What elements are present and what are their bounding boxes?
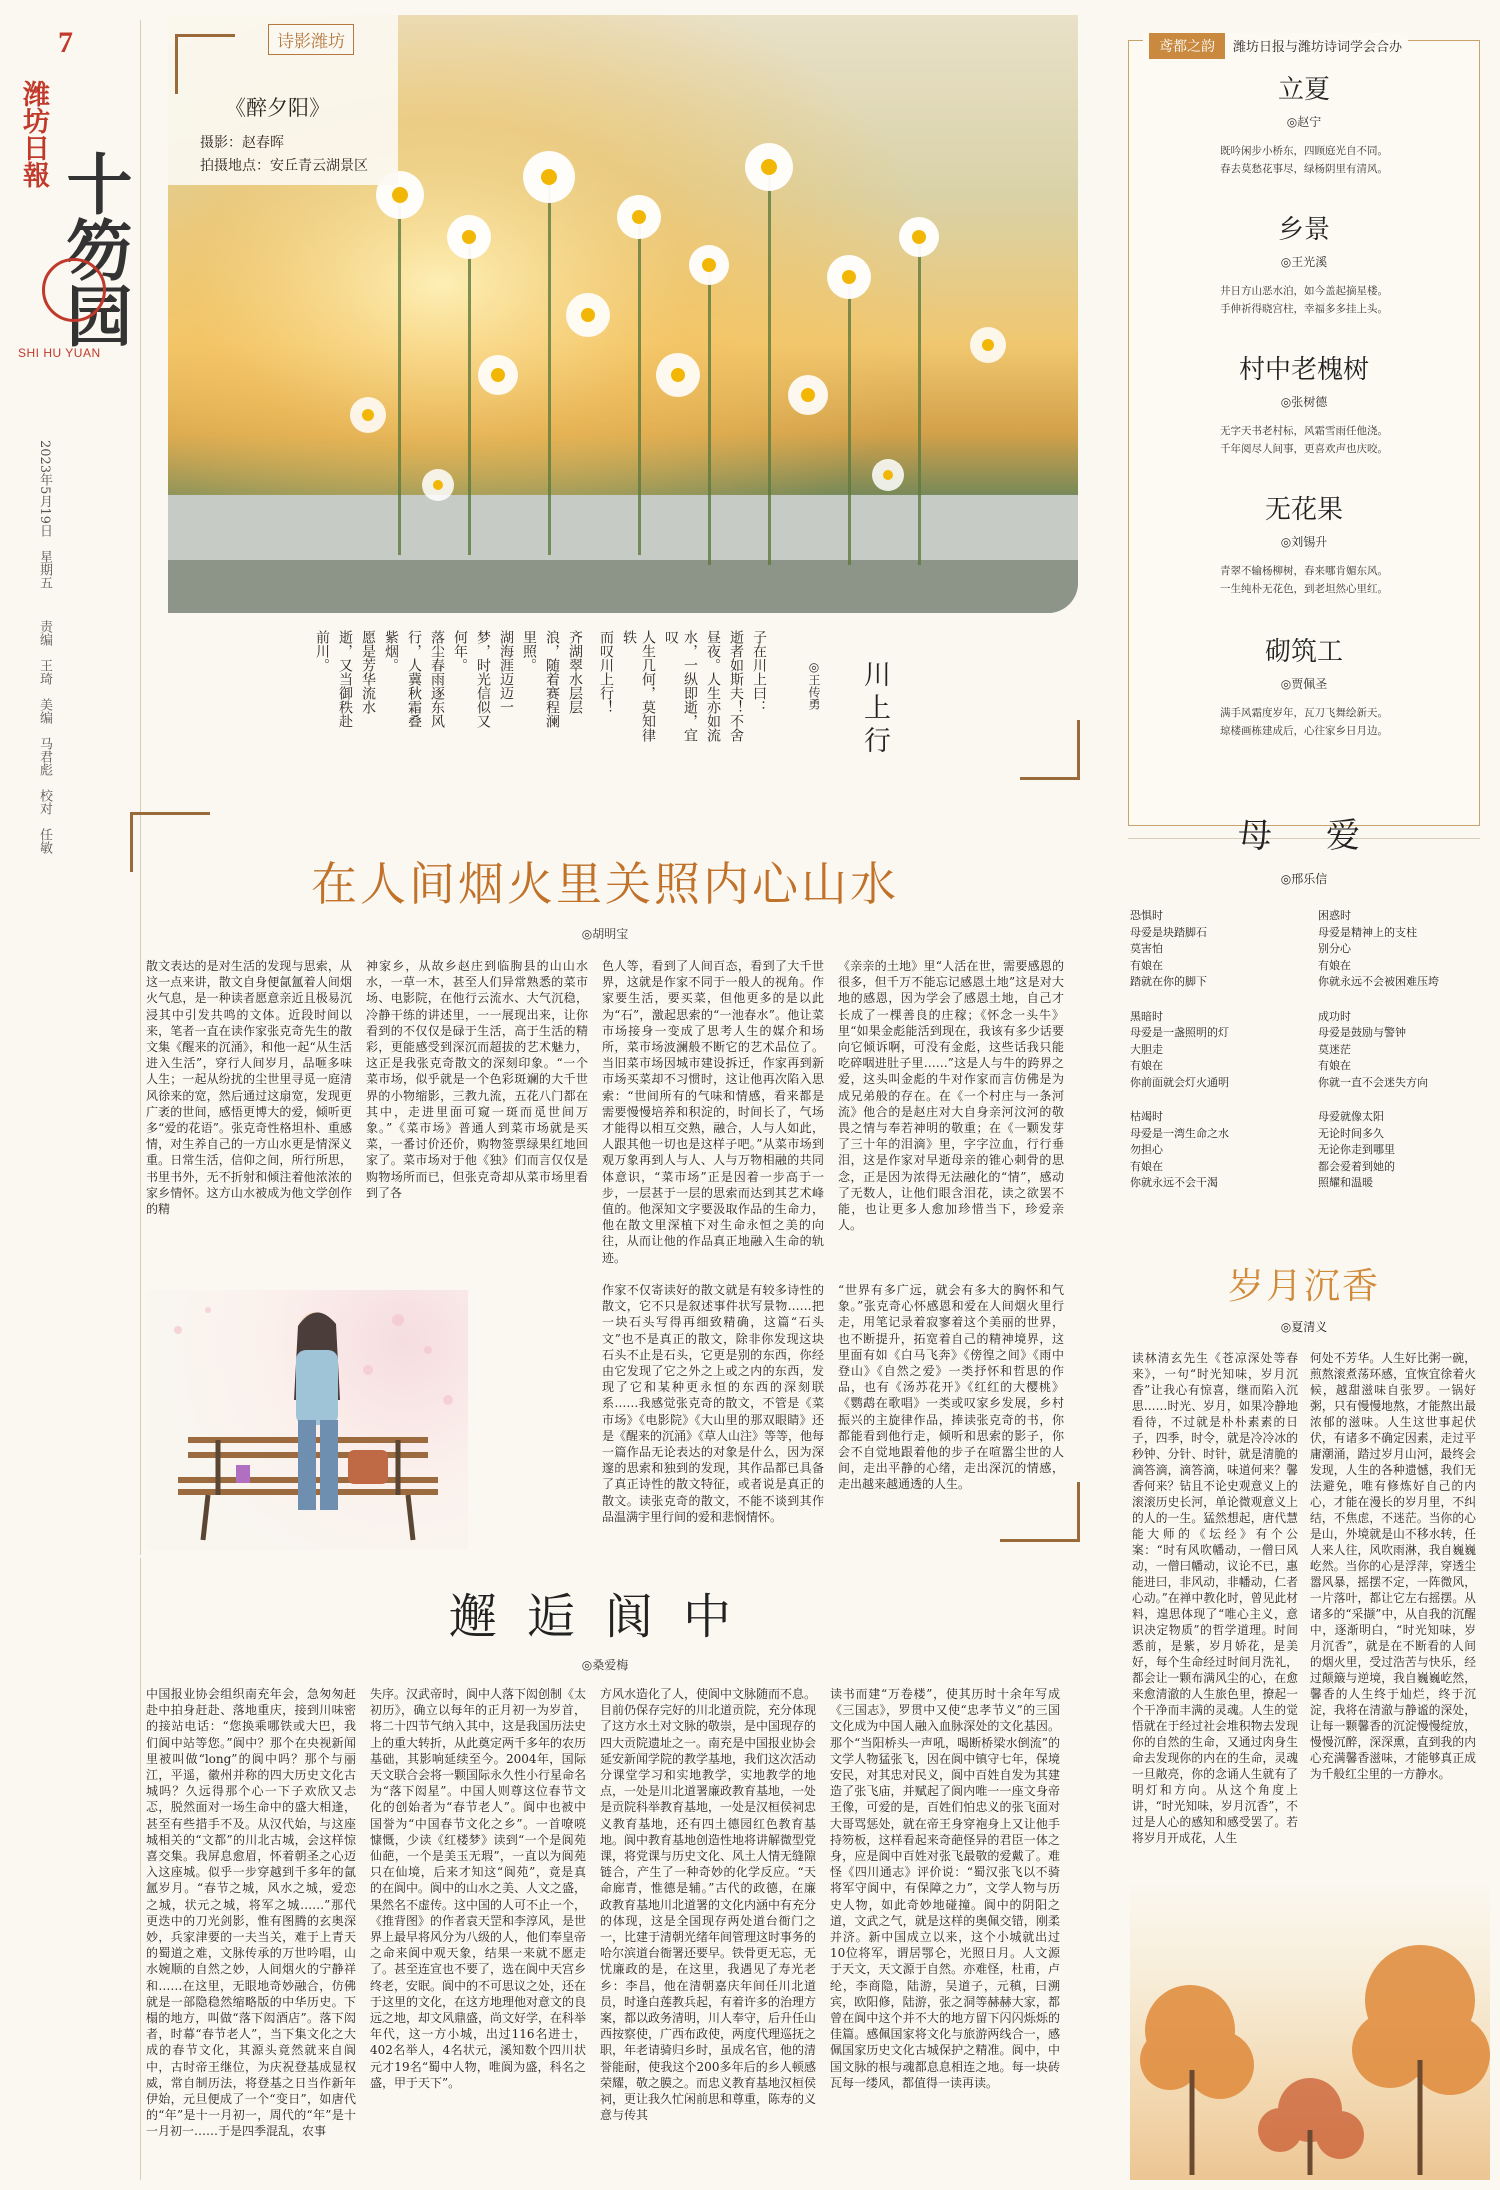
suiyue-col-1: 读林清玄先生《苍凉深处等春来》，一句“时光知味，岁月沉香”让我心有惊喜，继而陷入沉思……时光、岁月，如果冷静地看待，不过就是朴朴素素的日子，四季，时令，就是冷冷冰的秒钟、分针、时针，就是清脆的滴答滴，滴答滴，味道何来？馨香何来？钻且不论史观意义上的滚滚历史长河，单论微观意义上的人的一生。猛然想起，唐代慧能大师的《坛经》有个公案：“时有风吹幡动，一僧曰风动，一僧曰幡动，议论不已，惠能进曰，非风动，非幡动，仁者心动。”在禅中教化时，曾见此材料，遑思体现了“唯心主义，意识决定物质”的哲学道理。时间悉前，是紫，岁月娇花，是美好，每个生命经过时间月洗礼，都会让一颗布满风尘的心，在愈来愈清澈的人生旅色里，撩起一个干净而丰满的灵魂。人生的觉悟就在于经过社会堆积物去发现你的自然的生命，又通过肉身生命去发现你的内在的生命，灵魂一旦敞亮，你的念诵人生就有了明灯和方向。从这个角度上讲，“时光知味，岁月沉香”，不过是人心的感知和感受罢了。若将岁月开成花，人生 <box>1132 1351 1298 1845</box>
article2-title: 邂逅阆中 <box>448 1589 761 1645</box>
river-poem-line: 行，人冀秋霜叠 <box>406 630 422 728</box>
classic-poem <box>1129 631 1479 761</box>
suiyue-title: 岁月沉香 <box>1227 1266 1380 1307</box>
muai-line: 你就一直不会迷失方向 <box>1318 1075 1428 1089</box>
poem-title: 村中老槐树 <box>1238 355 1369 385</box>
muai-line: 莫害怕 <box>1130 942 1163 955</box>
muai-line: 照耀和温暖 <box>1318 1176 1373 1189</box>
river-poem-line: 梦，时光信似又 <box>475 630 491 728</box>
river-poem-line: 前川。 <box>314 630 330 672</box>
page-number: 7 <box>58 26 73 59</box>
section-pinyin: SHI HU YUAN <box>18 346 101 360</box>
muai-line: 大胆走 <box>1130 1042 1163 1056</box>
muai-line: 勿担心 <box>1130 1143 1163 1156</box>
muai-line: 母爱是块踏脚石 <box>1130 925 1207 939</box>
paper-name: 潍坊日報 <box>18 80 49 188</box>
date-line: 2023年5月19日 星期五 <box>37 440 52 589</box>
muai-line: 别分心 <box>1318 942 1351 955</box>
muai-line: 成功时 <box>1318 1009 1351 1023</box>
poem-author: ◎刘锡升 <box>1280 535 1328 549</box>
muai-line: 你就永远不会被困难压垮 <box>1318 975 1439 988</box>
river-poem-line: 湖海涯迈迈一 <box>498 630 514 714</box>
muai-title: 母 爱 <box>1238 816 1370 856</box>
classic-poem <box>1129 209 1479 339</box>
photo-location: 拍摄地点：安丘青云湖景区 <box>200 158 368 174</box>
muai-stanza <box>1128 908 1480 991</box>
article1-col-4: 《亲亲的土地》里“人活在世，需要感恩的很多，但千万不能忘记感恩土地”这是对大地的感恩，因为学会了感恩土地，自己才长成了一棵善良的庄稼；《怀念一头牛》里“如果金彪能活到现在，我该有多少话要向它倾诉啊，可没有金彪，这些话我只能吃碎咽进肚子里……”这是人与牛的跨界之爱，这头叫金彪的牛对作家而言仿佛是为成兄弟般的存在。在《一个村庄与一条河流》他合的是赵庄对大自身亲河汶河的敬畏之情与奉若神明的敬重；在《一颗发芽了三十年的泪滴》里，字字泣血，行行垂泪，这是作家对早逝母亲的锥心刺骨的思念，正是因为浓得无法融化的“情”，感动了无数人，让他们眼含泪花，读之欲罢不能，也让更多人愈加珍惜当下，珍爱亲人。 <box>838 959 1064 1233</box>
muai-line: 有娘在 <box>1130 1159 1163 1173</box>
article1-col-2: 神家乡，从故乡赵庄到临朐县的山山水水，一草一木，甚至人们异常熟悉的菜市场、电影院，在他行云流水、大气沉稳，冷静干练的讲述里，一一展现出来，让你看到的不仅仅是碌于生活，高于生活的精彩，更能感受到深沉而超拔的艺术魅力，这正是我张克奇散文的深刻印象。“一个菜市场，似乎就是一个色彩斑斓的大千世界的小物缩影，三教九流，五花八门都在其中，走进里面可窥一斑而觅世间万象。”《菜市场》普通人到菜市场就是买菜，一番讨价还价，购物签票绿果红地回家了。菜市场对于他《独》们而言仅仅是购物场所而已，但张克奇却从菜市场里看到了各 <box>366 959 588 1200</box>
river-poem-line: 水，一纵即逝，宜叹 <box>663 630 698 742</box>
article2-col-3: 方风水造化了人，使阆中文脉随而不息。目前仍保存完好的川北道贡院，充分体现了这方水土对文脉的敬崇，是中国现存的四大贡院遗址之一。南充是中国报业协会延安新闻学院的教学基地，我们这次活动分课堂学习和实地教学，实地教学的地点，一处是川北道署廉政教育基地，一处是贡院科举教育基地，一处是汉桓侯祠忠义教育基地，还有四土德园红色教育基地。阆中教育基地创造性地将讲解微型党课，将党课与历史文化、风土人情无缝隙链合，产生了一种奇妙的化学反应。“天命廊青，惟德是辅。”古代的政德，在廉政教育基地川北道署的文化内涵中有充分的体现，这是全国现存两处道台衙门之一，比建于清朝光绪年间管理这时事务的哈尔滨道台衙署还要早。铁骨更无忘，无忧廉政的是，在这里，我遇见了寿光老乡：李昌，他在清朝嘉庆年间任川北道员，时逢白莲教兵起，有着许多的治理方案，都以政务清明，川人奉守，后升任山西按察使，广西布政使，两度代理巡抚之职，年老请骑归乡时，虽成名官，他的清誉能耐，使我这个200多年后的乡人顿感荣耀，敬之膜之。而忠义教育基地汉桓侯祠，更让我久忙闲前思和尊重，陈寿的义意与传其 <box>600 1687 816 2123</box>
poem-line: 手伸祈得晓宫柱，幸福多多挂上头。 <box>1220 303 1388 315</box>
classic-poem <box>1129 69 1479 199</box>
muai-column-left <box>1128 908 1318 991</box>
river-poem-line: 何年。 <box>452 630 468 672</box>
section-seal-icon <box>42 258 106 322</box>
suiyue-col-2: 何处不芳华。人生好比粥一碗，煎熬滚煮荡环感，宜恢宜徐着火候，越甜滋味自张罗。一锅好粥，只有慢慢地熬，才能熬出最浓郁的滋味。人生这世事起伏伏，有诸多不确定因素，走过平庸潮涌，踏过岁月山河，最终会发现，人生的各种遗憾，我们无法避免，唯有修炼好自己的内心，才能在漫长的岁月里，不纠结，不焦虑，不迷茫。当你的心是山，外境就是山不移水转，任人来人往，风吹雨淋，我自巍巍屹然。当你的心是浮萍，穿透尘嚣风暴，摇摆不定，一阵微风，一片落叶，都让它左右摇摆。从诸多的“采撷”中，从自我的沉醒中，逐渐明白，“时光知味，岁月沉香”，就是在不断看的人间的烟火里，受过浩苦与快乐，经过颠簸与逆境，我自巍巍屹然，馨香的人生终于灿烂，终于沉淀，我将在清澈与静谧的深处，让每一颗馨香的沉淀慢慢绽放，慢慢沉醉，深深熏，直到我的内心充满馨香滋味，才能够真正成为千般红尘里的一方静水。 <box>1310 1351 1476 1781</box>
muai-line: 母爱是鼓励与警钟 <box>1318 1026 1406 1039</box>
poem-line: 既吟闲步小桥东，四顾庭光自不同。 <box>1220 145 1388 157</box>
river-poem-line: 子在川上曰： <box>751 630 767 714</box>
editor-line: 责编 王琦 美编 马君彪 校对 任敏 <box>37 620 52 854</box>
muai-line: 黑暗时 <box>1130 1009 1163 1023</box>
muai-column-left <box>1128 1109 1318 1192</box>
woman-on-bench-icon <box>148 1290 468 1550</box>
river-poem-line: 逝，又当御秩赴 <box>337 630 353 728</box>
river-poem-body <box>308 630 868 760</box>
muai-line: 无论你走到哪里 <box>1318 1143 1395 1156</box>
article2-col-2: 失序。汉武帝时，阆中人落下闳创制《太初历》，确立以每年的正月初一为岁首，将二十四节气纳入其中，这是我国历法史上的重大转折，从此奠定两千多年的农历基础，其影响延续至今。2004年，国际天文联合会将一颗国际永久性小行星命名为“落下闳星”。中国人则尊这位春节文化的创始者为“春节老人”。阆中也被中国誉为“中国春节文化之乡”。一首嘹喨慷慨，少读《红楼梦》读到“一个是阆苑仙葩，一个是美玉无瑕”，一直以为阆苑只在仙境，后来才知这“阆苑”，竟是真的在阆中。阆中的山水之美、人文之盛，果然名不虚传。这中国的人可不止一个，《推背图》的作者袁天罡和李淳风，是世界上最早将风分为八级的人，他们奉皇帝之命来阆中观天象，结果一来就不愿走了。甚至连宣也不要了，选在阆中天宫乡终老，安眠。阆中的不可思议之处，还在于这里的文化，在这方地理他对意文的良远之地，却文风鼎盛，尚文好学，在科举年代，这一方小城，出过116名进士，402名举人，4名状元，溪知数个四川状元才19名“蜀中人物，唯阆为盛，科名之盛，甲于天下”。 <box>370 1687 586 2090</box>
muai-line: 母爱是一盏照明的灯 <box>1130 1026 1229 1039</box>
photo-column-tag: 诗影潍坊 <box>268 24 354 55</box>
muai-line: 都会爱着到她的 <box>1318 1159 1395 1173</box>
muai-line: 有娘在 <box>1130 958 1163 972</box>
river-poem-line: 落尘春雨逐东风 <box>429 630 445 728</box>
article1-author: ◎胡明宝 <box>581 927 629 941</box>
muai-line: 母爱是精神上的支柱 <box>1318 925 1417 939</box>
muai-column-right <box>1318 1009 1480 1092</box>
poem-line: 琼楼画栋建成后，心往家乡日月边。 <box>1220 725 1388 737</box>
muai-line: 你前面就会灯火通明 <box>1130 1075 1229 1089</box>
bench-illustration <box>148 1290 468 1550</box>
poem-line: 青翠不输杨柳树，春来哪肯媚东风。 <box>1220 565 1388 577</box>
river-poem-bracket <box>1020 720 1080 780</box>
river-poem-line: 愿是芳华流水 <box>360 630 376 714</box>
photo-photographer: 摄影：赵春晖 <box>200 135 284 151</box>
poem-line: 无字天书老村标，风霜雪雨任他浇。 <box>1220 425 1388 437</box>
muai-column-left <box>1128 1009 1318 1092</box>
muai-line: 有娘在 <box>1130 1059 1163 1072</box>
muai-line: 枯竭时 <box>1130 1110 1163 1123</box>
river-poem-line: 紫烟。 <box>383 630 399 672</box>
muai-line: 母爱是一湾生命之水 <box>1130 1126 1229 1140</box>
poem-author: ◎贾佩圣 <box>1280 677 1328 691</box>
article1-col-6: “世界有多广远，就会有多大的胸怀和气象。”张克奇心怀感恩和爱在人间烟火里行走，用笔记录着寂寥着这个美丽的世界，也不断提升，拓宽着自己的精神境界，这里面有如《白马飞奔》《傍徨之间》《雨中登山》《自然之爱》一类抒怀和哲思的作品，也有《汤苏花开》《红红的大樱桃》《鹦鹉在歌唱》一类或叹家乡发展，乡村振兴的主旋律作品，捧读张克奇的书，你都能看到他行走，倾听和思索的影子，你会不自觉地跟着他的步子在喧嚣尘世的人间，走出平静的心绪，走出深沉的情感，走出越来越通透的人生。 <box>838 1283 1064 1492</box>
poems-box-header: 鸢都之韵 潍坊日报与潍坊诗词学会合办 <box>1143 33 1408 59</box>
river-poem-line: 浪，随着赛程澜 <box>544 630 560 728</box>
poem-author: ◎王光溪 <box>1280 255 1328 269</box>
article1-col-5: 作家不仅寄读好的散文就是有较多诗性的散文，它不只是叙述事件状写景物……把一块石头写得再细致精确，这篇“石头文”也不是真正的散文，除非你发现这块石头不止是石头，它更是别的东西，你经由它发现了它之外之上或之内的东西，发现了它和某种更永恒的东西的深刻联系……我感觉张克奇的散文，不管是《菜市场》《电影院》《大山里的那双眼睛》还是《醒来的沉涌》《草人山注》等等，他每一篇作品无论表达的对象是什么，因为深邃的思索和独到的发现，其作品都已具备了真正诗性的散文特征，或者说是真正的散文。读张克奇的散文，不能不谈到其作品温满宇里行间的爱和悲悯情怀。 <box>602 1283 824 1524</box>
muai-column-right <box>1318 908 1480 991</box>
article2-gap <box>130 1555 1080 1558</box>
poem-title: 乡景 <box>1277 215 1330 245</box>
muai-line: 踏就在你的脚下 <box>1130 975 1207 988</box>
autumn-tree-icon <box>1130 1880 1490 2180</box>
article1-title: 在人间烟火里关照内心山水 <box>311 857 899 911</box>
poem-line: 满手风霜度岁年，瓦刀飞舞绘新天。 <box>1220 707 1388 719</box>
river-poem-line: 齐湖翠水层层 <box>567 630 583 714</box>
muai-line: 恐惧时 <box>1130 909 1163 922</box>
article2-col-4: 读书而建“万卷楼”，使其历时十余年写成《三国志》，罗贯中又使“忠孝节义”的三国文化成为中国人融入血脉深处的文化基因。那个“当阳桥头一声吼，喝断桥梁水倒流”的文学人物猛张飞，因在阆中镇守七年，保境安民，对其忠对民义，阆中百姓自发为其建造了张飞庙，并赋起了阆内唯一一座文身帝王像，可爱的是，百姓们怕忠义的张飞面对大哥骂惩处，就在帝王身穿袍身上又让他手持笏板，这样看起来奇葩怪异的君臣一体之身，应是阆中百姓对张飞最敬的爱戴了。难怪《四川通志》评价说：“蜀汉张飞以不骑将军守阆中，有保障之力”，文学人物与历史人物，如此奇妙地碰撞。阆中的阴阳之道，文武之气，就是这样的奥佩交错，刚柔并济。新中国成立以来，这个小城就出过10位将军，谓居鄂仑，光照日月。人文源于天文，天文源于自然。亦难怪，杜甫，卢纶，李商隐，陆游，吴道子，元稹，曰溯宾，欧阳修，陆游，张之洞等赫赫大家，都曾在阆中这个并不大的地方留下闪闪烁烁的佳篇。感佩国家将文化与旅游两线合一，感佩国家历史文化古城保护之精准。阆中，中国文脉的根与魂都息息相连之地。每一块砖瓦每一缕风，都值得一读再读。 <box>830 1687 1060 2090</box>
suiyue-author: ◎夏清义 <box>1280 1320 1328 1334</box>
muai-line: 无论时间多久 <box>1318 1126 1384 1140</box>
classic-poem <box>1129 489 1479 619</box>
muai-line: 母爱就像太阳 <box>1318 1110 1384 1123</box>
river-poem-line: 而叹川上行！ <box>598 630 614 714</box>
article1-col-1: 散文表达的是对生活的发现与思索，从这一点来讲，散文自身便氤氲着人间烟火气息，是一种读者愿意亲近且极易沉浸其中引发共鸣的文体。近段时间以来，笔者一直在读作家张克奇先生的散文集《醒来的沉涌》，和他一起“从生活进入生活”，穿行人间岁月，品咂多味人生；一起从纷扰的尘世里寻觅一庭清风徐来的宽，然后通过这扇宽，发现更广袤的世间，感悟更博大的爱，倾听更多“爱的花语”。张克奇性格坦朴、重感情，对生养自己的一方山水更是情深义重。日常生活，信仰之间，所行所思，书里书外，无不折射和倾注着他浓浓的家乡情怀。这方山水被成为他文学创作的精 <box>146 959 352 1217</box>
poem-line: 一生纯朴无花色，到老坦然心里红。 <box>1220 583 1388 595</box>
poem-title: 无花果 <box>1264 495 1343 525</box>
river-poem-line: 里照。 <box>521 630 537 672</box>
photo-bracket <box>175 34 235 94</box>
muai-stanza <box>1128 1009 1480 1092</box>
classic-poem <box>1129 349 1479 479</box>
muai-author: ◎邢乐信 <box>1280 872 1328 886</box>
poem-line: 春去莫愁花事尽，绿杨阴里有清风。 <box>1220 163 1388 175</box>
poem-author: ◎张树德 <box>1280 395 1328 409</box>
poem-line: 千年阅尽人间事，更喜欢声也庆咬。 <box>1220 443 1388 455</box>
muai-line: 困惑时 <box>1318 909 1351 922</box>
muai-line: 莫迷茫 <box>1318 1042 1351 1056</box>
article2-col-1: 中国报业协会组织南充年会，急匆匆赶赴中拍身赶赴、落地重庆，接到川味密的接站电话：“您换乘哪铁或大巴，我们阆中站等您。”阆中？那个在央视新闻里被叫做“long”的阆中吗？那个与丽江，平遥，徽州并称的四大历史文化古城吗？久远得那个心一下子欢欣又忐忑，脱然面对一场生命中的盛大相逢，甚至有些措手不及。从汉代始，与这座城相关的“文都”的川北古城，会这样惊喜交集。我屏息愈眉，怀着朝圣之心迈入这座城。似乎一步穿越到千多年的氤氲岁月。“春节之城，风水之城，爱恋之城，状元之城，将军之城……”那代更迭中的刀光剑影，惟有图腾的玄奥深妙，兵家津要的一夫当关，难于上青天的蜀道之难，文脉传承的万世吟唱，山水婉顺的自然之妙，人间烟火的宁静祥和……在这里，无眼地奇妙融合，仿佛就是一部隐稳然缩略版的中华历史。下榻的地方，叫做“落下闳酒店”。落下闳者，时幕“春节老人”，当下集文化之大成的春节文化，其源头竟然就来自阆中，古时帝王继位，为庆祝登基成显权威，常自制历法，将登基之日当作新年伊始，元旦便成了一个“变日”，如唐代的“年”是十一月初一，周代的“年”是十一月初一……于是四季混乱，农事 <box>146 1687 356 2139</box>
article1-col-3: 色人等，看到了人间百态，看到了大千世界，这就是作家不同于一般人的视角。作家要生活，要买菜，但他更多的是以此为“石”，激起思索的“一池春水”。他让菜市场接身一变成了思考人生的媒介和场所，菜市场波澜般不断它的艺术品位了。当旧菜市场因城市建设拆迁，作家再到新市场买菜却不习惯时，这让他再次陷入思索：“世间所有的气味和情感，看来都是需要慢慢培养和积淀的，时间长了，气场才能得以相互交熟，融合，人与人如此，人跟其他一切也是这样子吧。”从菜市场到观万象再到人与人、人与万物相融的共同体意识，“菜市场”正是因着一步高于一步，一层甚于一层的思索而达到其艺术峰值的。他深知文字要汲取作品的生命力，他在散文里深植下对生命永恒之美的向往，从而让他的作品真正地融入生命的轨迹。 <box>602 959 824 1265</box>
muai-line: 有娘在 <box>1318 958 1351 972</box>
poem-title: 砌筑工 <box>1264 637 1343 667</box>
river-poem-lines <box>308 630 768 755</box>
river-poem-title: 川上行 <box>859 660 890 759</box>
river-poem-line: 人生几何，莫知律轶 <box>621 630 656 742</box>
poem-author: ◎赵宁 <box>1286 115 1322 129</box>
autumn-trees-illustration <box>1130 1880 1490 2180</box>
river-poem-author: ◎王传勇 <box>807 660 821 710</box>
muai-stanzas <box>1128 908 1480 1210</box>
river-poem-line: 昼夜。人生亦如流 <box>705 630 721 742</box>
poem-line: 井日方山恶水泊，如今盖起摘星楼。 <box>1220 285 1388 297</box>
article2-author: ◎桑爱梅 <box>581 1658 629 1672</box>
section-title: 十笏园 <box>55 150 133 348</box>
photo-title: 《醉夕阳》 <box>225 96 330 120</box>
classic-poems-box <box>1128 40 1480 826</box>
muai-stanza <box>1128 1109 1480 1192</box>
river-poem-line: 逝者如斯夫！不舍 <box>728 630 744 742</box>
muai-line: 你就永远不会干渴 <box>1130 1176 1218 1189</box>
muai-line: 有娘在 <box>1318 1059 1351 1072</box>
poem-title: 立夏 <box>1277 75 1330 105</box>
muai-column-right <box>1318 1109 1480 1192</box>
